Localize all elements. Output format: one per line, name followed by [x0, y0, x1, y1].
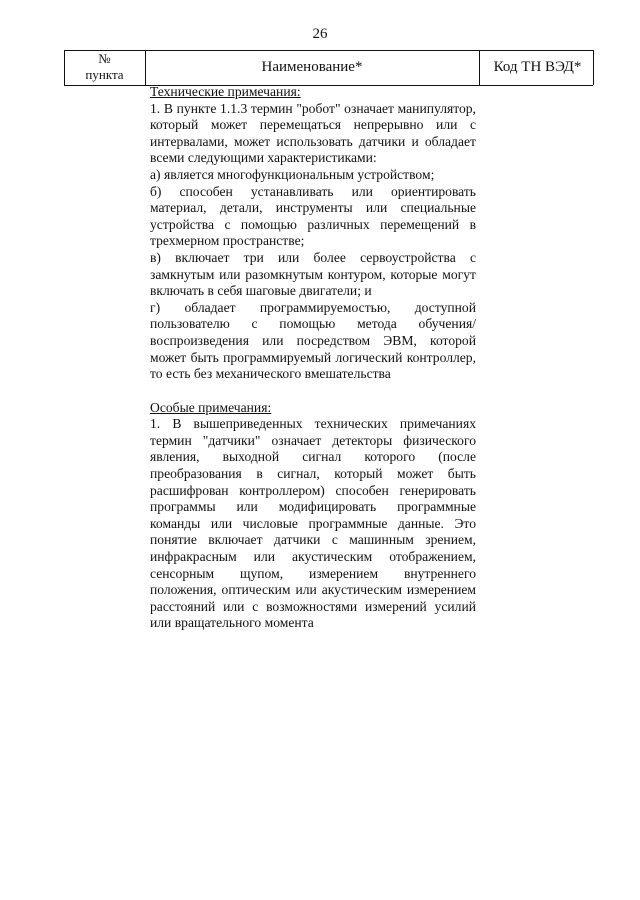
- technical-note-b: б) способен устанавливать или ориентировать материал, детали, инструменты или специальные устройства с помощью различных перемещений в трехмерном пространстве;: [150, 183, 476, 249]
- column-header-number: [64, 51, 145, 83]
- column-header-name: Наименование*: [261, 59, 363, 75]
- technical-notes-heading: Технические примечания:: [150, 84, 301, 99]
- technical-note-1: 1. В пункте 1.1.3 термин "робот" означает манипулятор, который может перемещаться непрерывно или с интервалами, может использовать датчики и обладает всеми следующими характеристиками:: [150, 100, 476, 166]
- technical-note-d: г) обладает программируемостью, доступной пользователю с помощью метода обучения/воспроизведения или посредством ЭВМ, которой может быть программируемый логический контроллер, то есть без механического вмешательства: [150, 299, 476, 382]
- table-border-right: [593, 50, 594, 85]
- special-note-1: 1. В вышеприведенных технических примечаниях термин "датчики" означает детекторы физического явления, выходной сигнал которого (после преобразования в сигнал, который может быть расшифрован контроллером) способен генерировать программы или модифицировать программные команды или числовые программные данные. Это понятие включает датчики с машинным зрением, инфракрасным или акустическим отображением, сенсорным щупом, измерением внутреннего положения, оптическим или акустическим измерением расстояний или с возможностями измерений усилий или вращательного момента: [150, 416, 476, 631]
- column-header-number-label: пункта: [85, 67, 124, 82]
- column-header-number-symbol: №: [98, 51, 111, 66]
- special-notes-heading: Особые примечания:: [150, 399, 272, 415]
- document-body: [150, 84, 476, 632]
- technical-note-c: в) включает три или более сервоустройства с замкнутым или разомкнутым контуром, которые могут включать в себя шаговые двигатели; и: [150, 249, 476, 299]
- technical-note-a: а) является многофункциональным устройством;: [150, 166, 435, 182]
- table-divider-2: [479, 50, 480, 85]
- column-header-code: Код ТН ВЭД*: [493, 59, 582, 75]
- page-number: 26: [312, 26, 328, 42]
